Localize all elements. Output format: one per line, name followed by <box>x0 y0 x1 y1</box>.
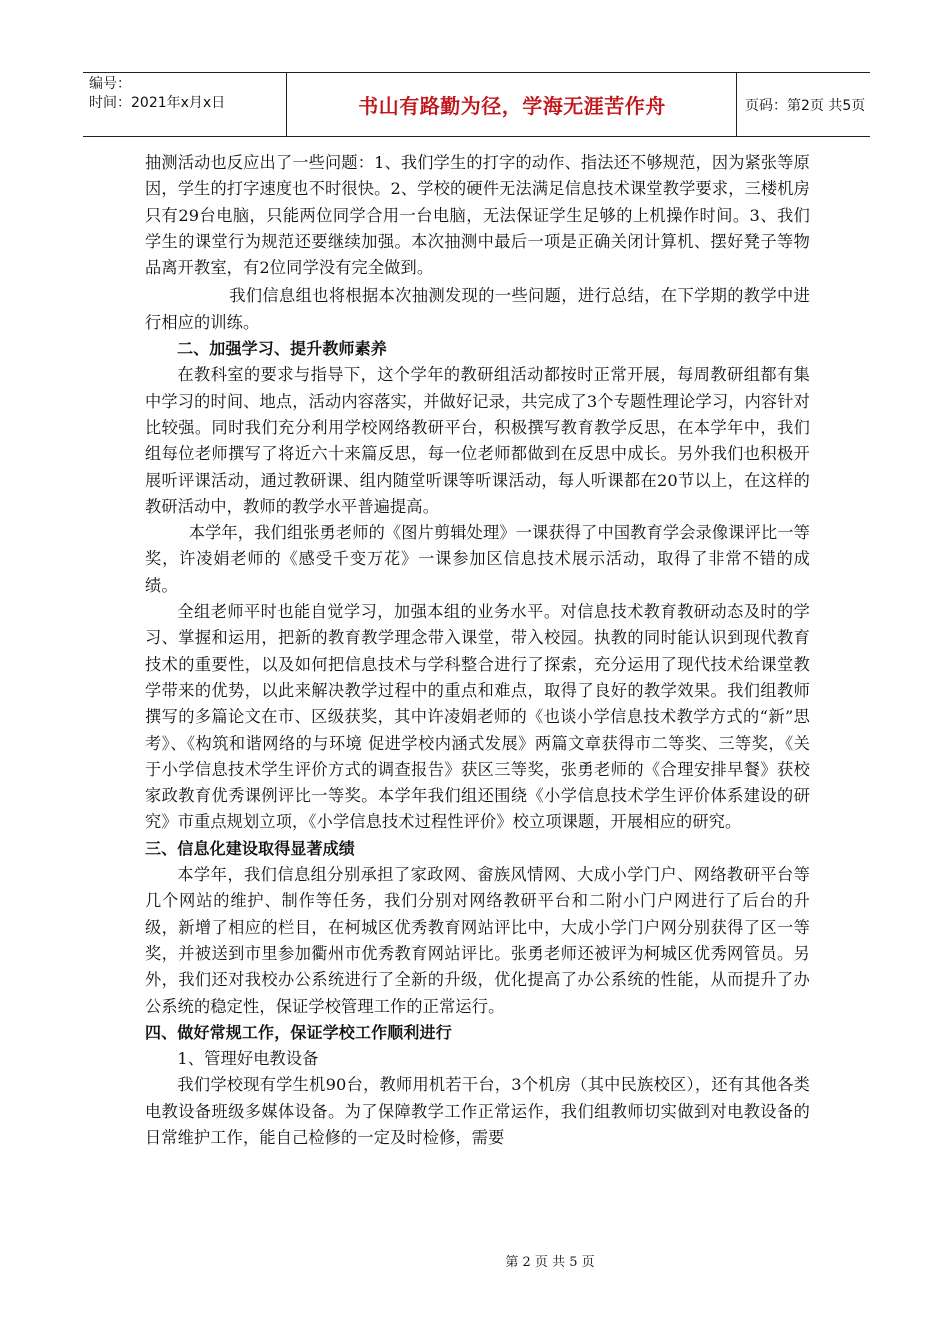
header-page-info: 页码：第2页 共5页 <box>745 97 866 114</box>
header-meta <box>89 75 225 113</box>
document-time-label: 时间：2021年x月x日 <box>89 95 226 111</box>
header-motto: 书山有路勤为径，学海无涯苦作舟 <box>358 94 666 118</box>
page-footer: 第 2 页 共 5 页 <box>505 1255 595 1270</box>
paragraph: 全组老师平时也能自觉学习，加强本组的业务水平。对信息技术教育教研动态及时的学习、掌握和运用，把新的教育教学理念带入课堂，带入校园。执教的同时能认识到现代教育技术的重要性，以及如何把信息技术与学科整合进行了探索，充分运用了现代技术给课堂教学带来的优势，以此来解决教学过程中的重点和难点，取得了良好的教学效果。我们组教师撰写的多篇论文在市、区级获奖，其中许凌娟老师的《也谈小学信息技术教学方式的“新”思考》、《构筑和谐网络的与环境 促进学校内涵式发展》两篇文章获得市二等奖、三等奖，《关于小学信息技术学生评价方式的调查报告》获区三等奖，张勇老师的《合理安排早餐》获校家政教育优秀课例评比一等奖。本学年我们组还围绕《小学信息技术学生评价体系建设的研究》市重点规划立项，《小学信息技术过程性评价》校立项课题，开展相应的研究。 <box>145 602 810 832</box>
page-header <box>83 72 870 137</box>
paragraph: 本学年，我们信息组分别承担了家政网、畲族风情网、大成小学门户、网络教研平台等几个网站的维护、制作等任务，我们分别对网络教研平台和二附小门户网进行了后台的升级，新增了相应的栏目，在柯城区优秀教育网站评比中，大成小学门户网分别获得了区一等奖，并被送到市里参加衢州市优秀教育网站评比。张勇老师还被评为柯城区优秀网管员。另外，我们还对我校办公系统进行了全新的升级，优化提高了办公系统的性能，从而提升了办公系统的稳定性，保证学校管理工作的正常运行。 <box>145 865 810 1016</box>
paragraph: 我们信息组也将根据本次抽测发现的一些问题，进行总结，在下学期的教学中进行相应的训练。 <box>145 286 810 332</box>
paragraph: 我们学校现有学生机90台，教师用机若干台，3个机房（其中民族校区），还有其他各类电教设备班级多媒体设备。为了保障教学工作正常运作，我们组教师切实做到对电教设备的日常维护工作，能自己检修的一定及时检修，需要 <box>145 1075 810 1147</box>
section-heading: 三、信息化建设取得显著成绩 <box>145 838 355 858</box>
header-divider <box>736 73 737 136</box>
document-code-label: 编号： <box>89 76 131 92</box>
paragraph: 在教科室的要求与指导下，这个学年的教研组活动都按时正常开展，每周教研组都有集中学习的时间、地点，活动内容落实，并做好记录，共完成了3个专题性理论学习，内容针对比较强。同时我们充分利用学校网络教研平台，积极撰写教育教学反思，在本学年中，我们组每位老师撰写了将近六十来篇反思，每一位老师都做到在反思中成长。另外我们也积极开展听评课活动，通过教研课、组内随堂听课等听课活动，每人听课都在20节以上，在这样的教研活动中，教师的教学水平普遍提高。 <box>145 365 810 516</box>
subsection-heading: 1、管理好电教设备 <box>177 1049 319 1069</box>
section-heading: 四、做好常规工作，保证学校工作顺利进行 <box>145 1022 452 1042</box>
section-heading: 二、加强学习、提升教师素养 <box>177 339 387 359</box>
header-divider <box>286 73 287 136</box>
paragraph: 抽测活动也反应出了一些问题：1、我们学生的打字的动作、指法还不够规范，因为紧张等原因，学生的打字速度也不时很快。2、学校的硬件无法满足信息技术课堂教学要求，三楼机房只有29台电脑，只能两位同学合用一台电脑，无法保证学生足够的上机操作时间。3、我们学生的课堂行为规范还要继续加强。本次抽测中最后一项是正确关闭计算机、摆好凳子等物品离开教室，有2位同学没有完全做到。 <box>145 153 810 278</box>
document-body <box>145 150 810 1151</box>
paragraph: 本学年，我们组张勇老师的《图片剪辑处理》一课获得了中国教育学会录像课评比一等奖，许凌娟老师的《感受千变万花》一课参加区信息技术展示活动，取得了非常不错的成绩。 <box>145 523 810 595</box>
